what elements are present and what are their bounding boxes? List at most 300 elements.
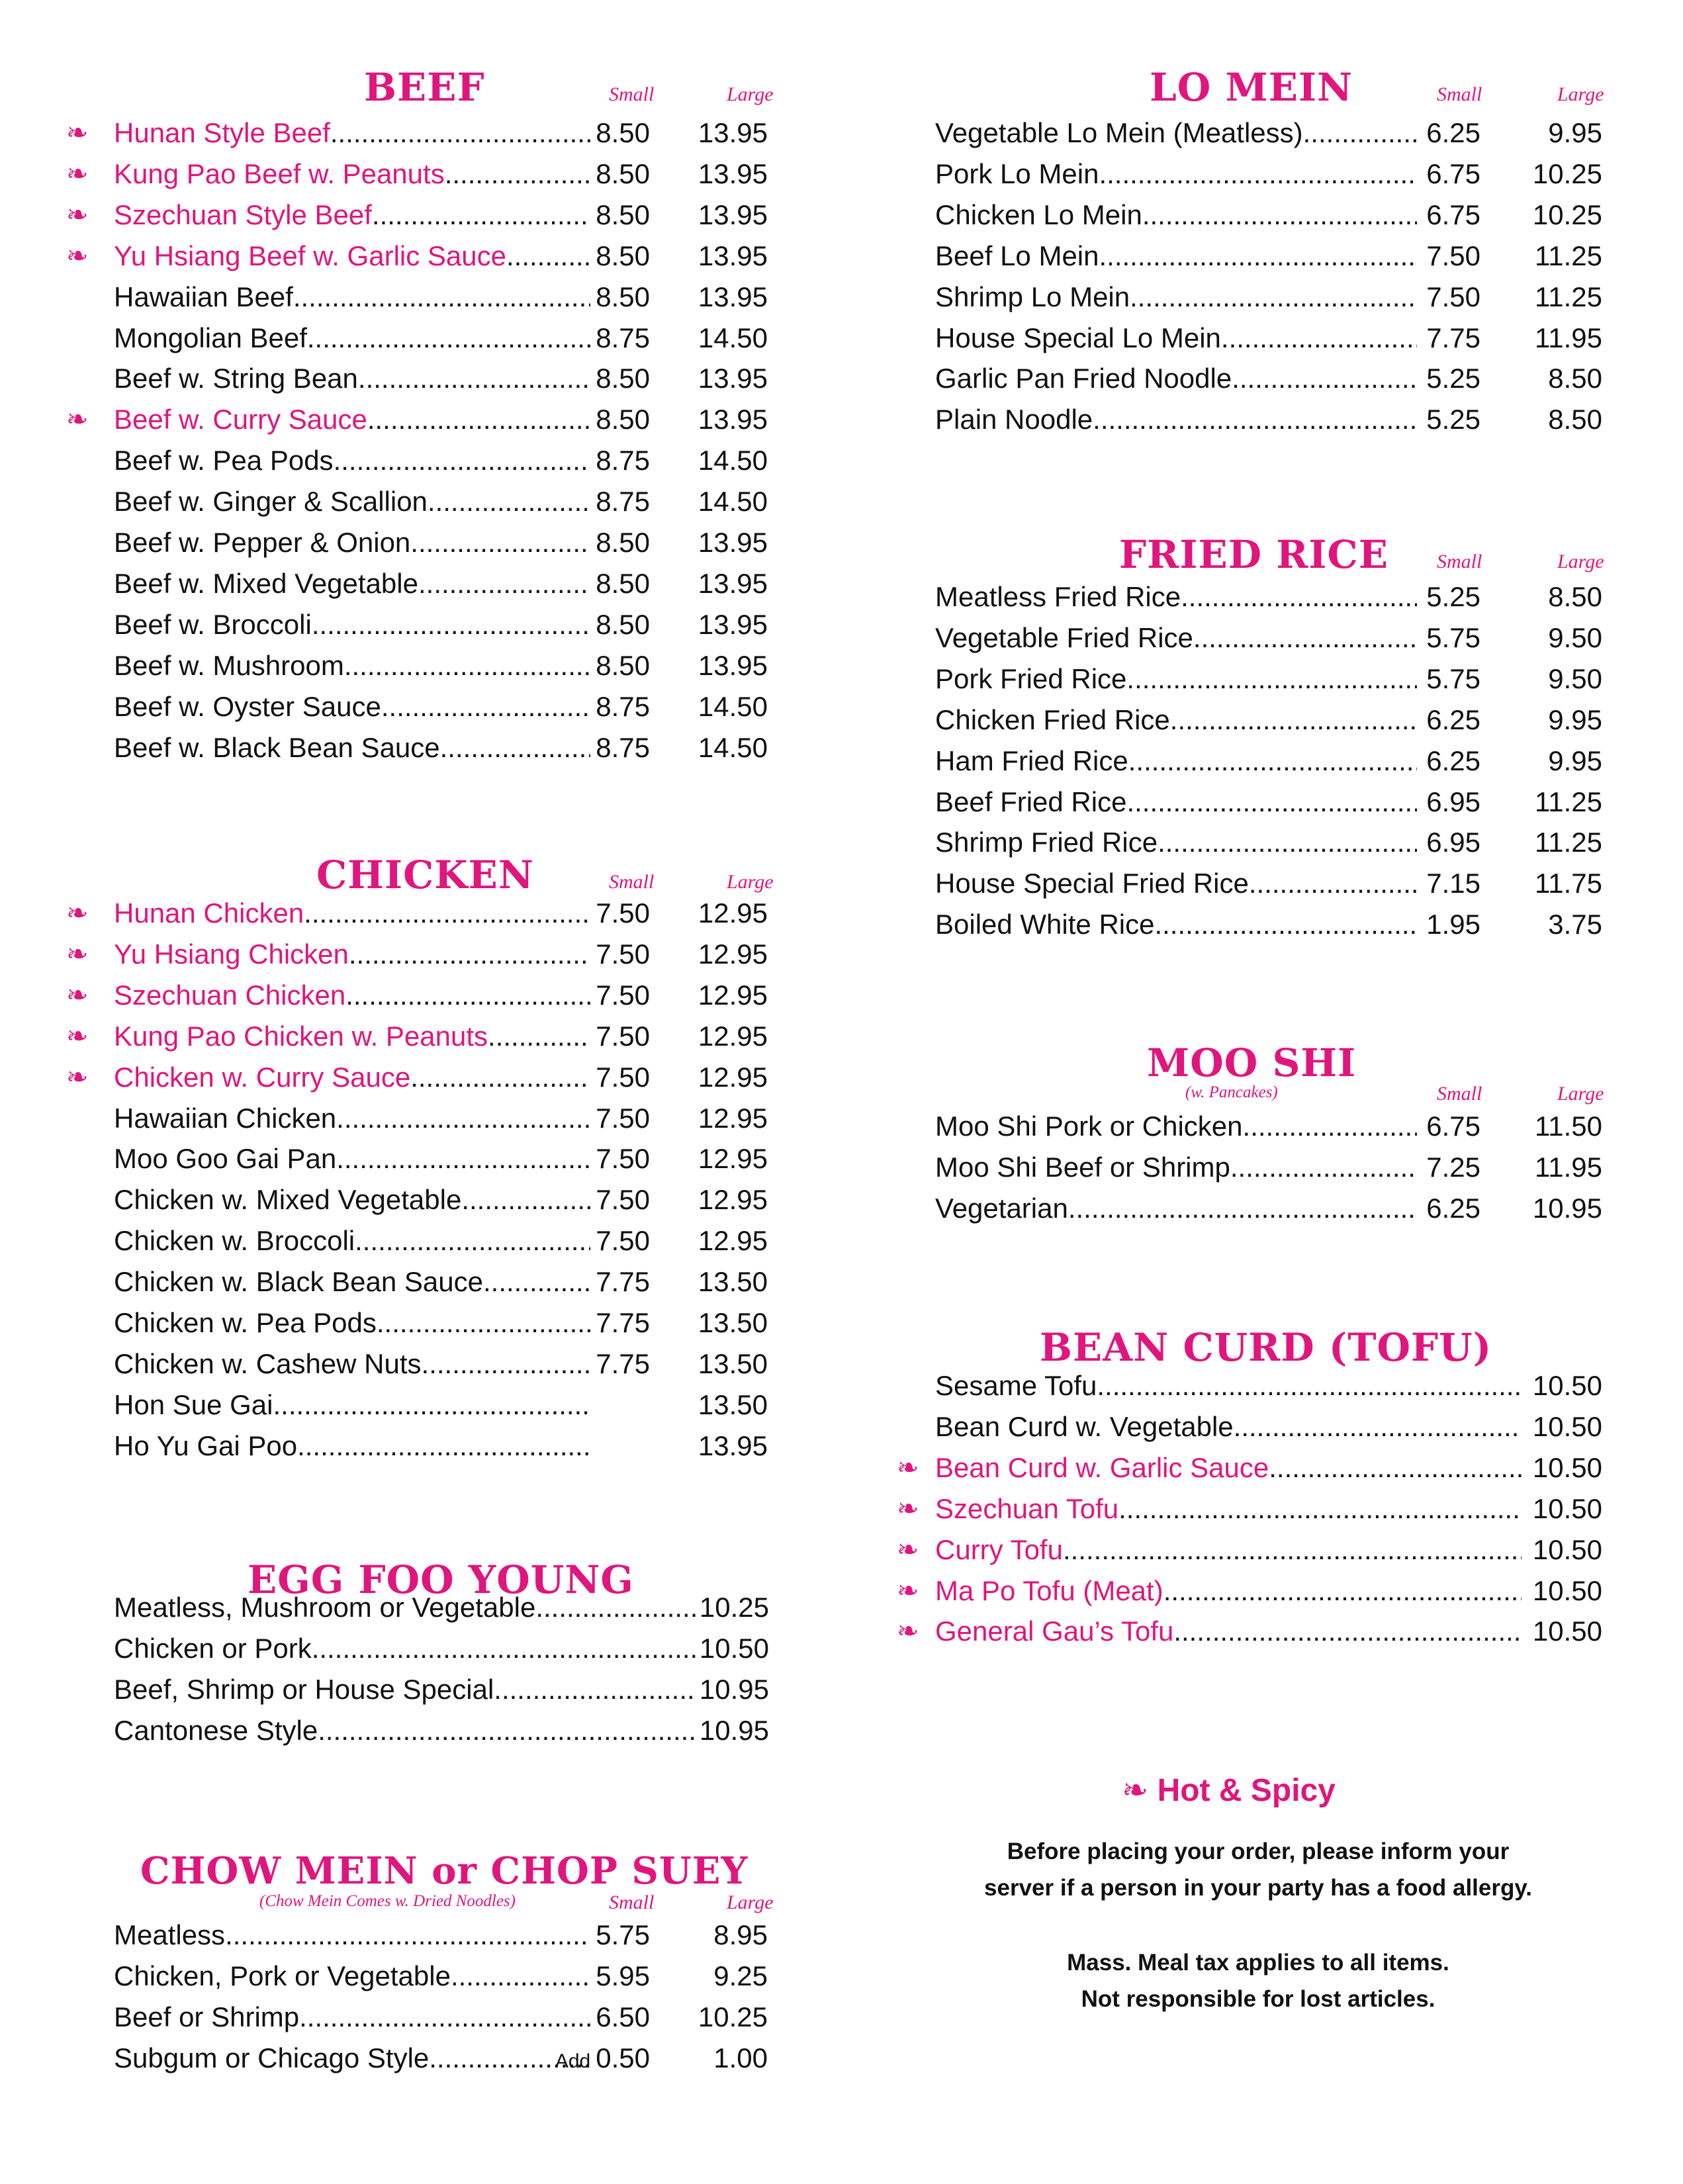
dot-leader bbox=[1154, 904, 1417, 945]
item-name-text: House Special Lo Mein bbox=[935, 322, 1221, 353]
item-price-small: 6.25 bbox=[1426, 117, 1480, 148]
item-name bbox=[935, 1147, 1417, 1188]
item-name bbox=[114, 1343, 590, 1385]
dot-leader bbox=[1173, 1611, 1522, 1652]
item-price: 10.50 bbox=[699, 1632, 769, 1664]
dot-leader bbox=[1181, 576, 1417, 617]
lo-mein-item bbox=[841, 236, 1683, 277]
chow-mein-small-header: Small bbox=[609, 1891, 655, 1913]
item-price-small: 7.50 bbox=[596, 1102, 650, 1134]
item-price-small: 7.50 bbox=[596, 1061, 650, 1093]
lo-mein-large-header: Large bbox=[1557, 83, 1604, 105]
item-name bbox=[935, 782, 1417, 823]
item-name-text: Yu Hsiang Chicken bbox=[114, 938, 349, 970]
chow-mein-item bbox=[0, 1915, 841, 1956]
moo-shi-item bbox=[841, 1106, 1683, 1147]
item-price-large: 13.50 bbox=[698, 1388, 768, 1420]
item-name-text: Chicken w. Cashew Nuts bbox=[114, 1347, 422, 1379]
item-price-large: 10.95 bbox=[1532, 1192, 1602, 1224]
chicken-title: CHICKEN bbox=[316, 852, 534, 897]
item-price-large: 12.95 bbox=[698, 1061, 768, 1093]
item-name bbox=[935, 1406, 1522, 1447]
chicken-item bbox=[0, 1261, 841, 1302]
item-price-large: 10.25 bbox=[1532, 158, 1602, 189]
dot-leader bbox=[1243, 1106, 1417, 1147]
item-price-large: 14.50 bbox=[698, 445, 768, 477]
item-name-text: Bean Curd w. Garlic Sauce bbox=[935, 1451, 1269, 1483]
spicy-icon: ❧ bbox=[66, 899, 89, 928]
item-price: 10.25 bbox=[699, 1592, 769, 1623]
item-name bbox=[935, 1188, 1417, 1229]
spicy-icon: ❧ bbox=[66, 1062, 89, 1092]
item-name bbox=[114, 1138, 590, 1179]
item-price-large: 11.25 bbox=[1535, 240, 1602, 271]
tofu-item bbox=[841, 1365, 1683, 1406]
dot-leader bbox=[336, 1138, 590, 1179]
item-price-large: 11.50 bbox=[1535, 1111, 1602, 1142]
item-price: 10.50 bbox=[1532, 1451, 1602, 1483]
item-price-large: 14.50 bbox=[698, 731, 768, 763]
chicken-item bbox=[0, 1343, 841, 1385]
beef-item bbox=[0, 399, 841, 440]
item-price-small: 8.50 bbox=[596, 281, 650, 312]
moo-shi-item bbox=[841, 1147, 1683, 1188]
beef-item bbox=[0, 358, 841, 399]
item-price-large: 10.25 bbox=[1532, 199, 1602, 230]
item-price-small: 7.50 bbox=[596, 1143, 650, 1175]
item-price-large: 13.95 bbox=[698, 649, 768, 681]
spicy-icon: ❧ bbox=[66, 939, 89, 969]
fried-rice-item bbox=[841, 904, 1683, 945]
item-price-large: 14.50 bbox=[698, 690, 768, 722]
dot-leader bbox=[355, 1220, 590, 1261]
item-price-small: 7.50 bbox=[596, 1225, 650, 1257]
item-name bbox=[114, 195, 590, 236]
item-name-text: Hawaiian Beef bbox=[114, 281, 293, 312]
item-price-large: 8.95 bbox=[713, 1919, 768, 1950]
item-price-small: 7.75 bbox=[596, 1266, 650, 1298]
chicken-large-header: Large bbox=[727, 871, 774, 893]
spicy-icon: ❧ bbox=[66, 200, 89, 230]
dot-leader bbox=[1126, 782, 1417, 823]
item-price: 10.50 bbox=[1532, 1574, 1602, 1606]
item-name bbox=[114, 481, 590, 522]
item-name-text: Beef, Shrimp or House Special bbox=[114, 1673, 494, 1705]
chicken-item bbox=[0, 975, 841, 1016]
egg-foo-young-item bbox=[0, 1628, 841, 1669]
allergy-note bbox=[894, 1833, 1622, 1906]
dot-leader bbox=[367, 399, 590, 440]
item-price-small: 8.75 bbox=[596, 690, 650, 722]
item-price-large: 13.95 bbox=[698, 608, 768, 640]
item-price-large: 9.50 bbox=[1548, 621, 1602, 653]
item-price-large: 13.95 bbox=[698, 363, 768, 394]
item-name bbox=[114, 1669, 696, 1710]
item-name bbox=[935, 904, 1417, 945]
item-name bbox=[114, 318, 590, 359]
chicken-item bbox=[0, 1057, 841, 1098]
item-price-small: 8.50 bbox=[596, 158, 650, 189]
item-name bbox=[114, 1628, 696, 1669]
chicken-item bbox=[0, 1426, 841, 1467]
beef-item bbox=[0, 563, 841, 604]
spicy-icon: ❧ bbox=[66, 1021, 89, 1051]
item-name bbox=[114, 934, 590, 975]
spicy-icon: ❧ bbox=[66, 241, 89, 271]
lo-mein-item bbox=[841, 113, 1683, 154]
dot-leader bbox=[451, 1956, 590, 1997]
dot-leader bbox=[299, 1997, 590, 2038]
item-name-text: Hawaiian Chicken bbox=[114, 1102, 337, 1134]
item-name-text: Hon Sue Gai bbox=[114, 1388, 273, 1420]
beef-item bbox=[0, 318, 841, 359]
tax-line-1: Mass. Meal tax applies to all items. bbox=[1067, 1950, 1449, 1976]
item-price-small: 7.50 bbox=[596, 1184, 650, 1216]
item-name-text: Beef w. Oyster Sauce bbox=[114, 690, 381, 722]
chicken-item bbox=[0, 1098, 841, 1139]
item-price-small: 7.50 bbox=[596, 1020, 650, 1052]
dot-leader bbox=[307, 318, 590, 359]
dot-leader bbox=[336, 1098, 590, 1139]
item-name-text: Chicken w. Black Bean Sauce bbox=[114, 1266, 483, 1298]
item-name bbox=[114, 1261, 590, 1302]
item-price-large: 13.95 bbox=[698, 404, 768, 435]
item-name bbox=[114, 399, 590, 440]
item-name bbox=[935, 1365, 1522, 1406]
item-price-small: 5.25 bbox=[1426, 363, 1480, 394]
lo-mein-item bbox=[841, 358, 1683, 399]
item-name-text: Plain Noodle bbox=[935, 404, 1093, 435]
item-price-small: 8.50 bbox=[596, 117, 650, 148]
item-name-text: Ma Po Tofu (Meat) bbox=[935, 1574, 1163, 1606]
dot-leader bbox=[377, 1302, 590, 1343]
beef-item bbox=[0, 236, 841, 277]
item-price-small: 7.50 bbox=[596, 938, 650, 970]
item-name-text: Beef or Shrimp bbox=[114, 2001, 300, 2032]
item-price-large: 13.95 bbox=[698, 117, 768, 148]
item-price-large: 13.95 bbox=[698, 199, 768, 230]
item-price-large: 13.95 bbox=[698, 240, 768, 271]
item-name bbox=[935, 1447, 1522, 1488]
item-price-large: 9.95 bbox=[1548, 745, 1602, 776]
item-name-text: Ham Fried Rice bbox=[935, 745, 1128, 776]
dot-leader bbox=[1099, 236, 1418, 277]
item-name-text: General Gau’s Tofu bbox=[935, 1615, 1174, 1647]
dot-leader bbox=[1128, 741, 1417, 782]
item-price-small: 6.75 bbox=[1426, 1111, 1480, 1142]
fried-rice-item bbox=[841, 822, 1683, 863]
tofu-title: BEAN CURD (TOFU) bbox=[1040, 1325, 1492, 1370]
item-name-text: Chicken w. Curry Sauce bbox=[114, 1061, 411, 1093]
egg-foo-young-item bbox=[0, 1669, 841, 1710]
item-name bbox=[935, 576, 1417, 617]
chicken-item bbox=[0, 1220, 841, 1261]
dot-leader bbox=[422, 1343, 590, 1385]
item-name bbox=[114, 604, 590, 645]
item-price-large: 14.50 bbox=[698, 486, 768, 518]
dot-leader bbox=[345, 975, 590, 1016]
tofu-item bbox=[841, 1529, 1683, 1570]
item-name bbox=[935, 318, 1417, 359]
item-name-text: Chicken w. Pea Pods bbox=[114, 1307, 377, 1338]
tofu-item bbox=[841, 1570, 1683, 1612]
item-name-text: Beef w. Mushroom bbox=[114, 649, 344, 681]
item-price-small: 5.25 bbox=[1426, 581, 1480, 612]
beef-item bbox=[0, 727, 841, 768]
item-name-text: Szechuan Chicken bbox=[114, 979, 346, 1011]
item-name-text: Beef w. Pea Pods bbox=[114, 445, 334, 477]
hot-spicy-legend bbox=[1122, 1771, 1336, 1811]
legend-text: Hot & Spicy bbox=[1157, 1773, 1336, 1808]
dot-leader bbox=[1163, 1570, 1522, 1612]
dot-leader bbox=[225, 1915, 590, 1956]
beef-item bbox=[0, 686, 841, 727]
item-name bbox=[935, 863, 1417, 904]
item-price: 10.95 bbox=[699, 1714, 769, 1746]
dot-leader bbox=[506, 236, 590, 277]
item-price-small: 5.95 bbox=[596, 1960, 650, 1991]
item-name bbox=[935, 358, 1417, 399]
item-name-text: Mongolian Beef bbox=[114, 322, 307, 353]
item-price-small: Add 0.50 bbox=[555, 2042, 650, 2073]
item-name-text: Meatless, Mushroom or Vegetable bbox=[114, 1592, 536, 1623]
item-price: 10.50 bbox=[1532, 1615, 1602, 1647]
fried-rice-item bbox=[841, 576, 1683, 617]
item-name-text: Hunan Style Beef bbox=[114, 117, 330, 148]
item-name-text: Vegetarian bbox=[935, 1192, 1068, 1224]
dot-leader bbox=[1249, 863, 1417, 904]
item-name-text: Yu Hsiang Beef w. Garlic Sauce bbox=[114, 240, 506, 271]
lo-mein-item bbox=[841, 318, 1683, 359]
item-price-large: 11.75 bbox=[1535, 868, 1602, 899]
item-price-small: 5.75 bbox=[596, 1919, 650, 1950]
dot-leader bbox=[1097, 1365, 1522, 1406]
item-price-small: 6.25 bbox=[1426, 1192, 1480, 1224]
item-name bbox=[114, 975, 590, 1016]
item-price-large: 8.50 bbox=[1548, 404, 1602, 435]
dot-leader bbox=[318, 1710, 696, 1751]
fried-rice-item bbox=[841, 700, 1683, 741]
dot-leader bbox=[372, 195, 590, 236]
item-price-small: 7.75 bbox=[596, 1307, 650, 1338]
chicken-item bbox=[0, 893, 841, 934]
item-name-text: Beef Fried Rice bbox=[935, 786, 1127, 817]
beef-item bbox=[0, 645, 841, 686]
item-price-small: 7.25 bbox=[1426, 1151, 1480, 1183]
item-name-text: Curry Tofu bbox=[935, 1533, 1063, 1565]
dot-leader bbox=[1170, 700, 1417, 741]
item-name bbox=[114, 1997, 590, 2038]
item-price-large: 9.95 bbox=[1548, 117, 1602, 148]
item-name-text: Beef Lo Mein bbox=[935, 240, 1099, 271]
lo-mein-item bbox=[841, 277, 1683, 318]
item-price-large: 13.95 bbox=[698, 527, 768, 558]
item-name-text: Bean Curd w. Vegetable bbox=[935, 1410, 1234, 1442]
chicken-item bbox=[0, 934, 841, 975]
item-name bbox=[935, 277, 1417, 318]
item-price-small: 5.75 bbox=[1426, 621, 1480, 653]
item-price-small: 6.50 bbox=[596, 2001, 650, 2032]
item-name bbox=[935, 154, 1417, 195]
spicy-icon: ❧ bbox=[66, 405, 89, 435]
item-price-large: 13.95 bbox=[698, 567, 768, 599]
item-name bbox=[114, 1426, 590, 1467]
item-name-text: Ho Yu Gai Poo bbox=[114, 1430, 298, 1461]
item-name bbox=[114, 1179, 590, 1220]
egg-foo-young-title: EGG FOO YOUNG bbox=[248, 1557, 634, 1602]
item-price-large: 12.95 bbox=[698, 1020, 768, 1052]
dot-leader bbox=[445, 154, 590, 195]
item-name bbox=[935, 236, 1417, 277]
item-name bbox=[114, 727, 590, 768]
item-name-text: Szechuan Tofu bbox=[935, 1492, 1119, 1524]
item-name bbox=[935, 659, 1417, 700]
dot-leader bbox=[304, 893, 590, 934]
chow-mein-subtitle: (Chow Mein Comes w. Dried Noodles) bbox=[259, 1892, 516, 1910]
item-price-small: 8.50 bbox=[596, 567, 650, 599]
chicken-item bbox=[0, 1302, 841, 1343]
item-price: 10.50 bbox=[1532, 1410, 1602, 1442]
item-name-text: Beef w. Curry Sauce bbox=[114, 404, 367, 435]
spicy-icon: ❧ bbox=[66, 159, 89, 189]
item-price-small: 6.25 bbox=[1426, 745, 1480, 776]
dot-leader bbox=[1063, 1529, 1522, 1570]
lo-mein-title: LO MEIN bbox=[1150, 65, 1353, 110]
allergy-line-2: server if a person in your party has a food allergy. bbox=[984, 1875, 1532, 1901]
spicy-icon: ❧ bbox=[897, 1494, 919, 1524]
item-price: 10.50 bbox=[1532, 1492, 1602, 1524]
item-name-text: Sesame Tofu bbox=[935, 1370, 1097, 1401]
item-price-large: 13.95 bbox=[698, 1430, 768, 1461]
item-name-text: Shrimp Fried Rice bbox=[935, 827, 1158, 858]
item-name-text: Meatless bbox=[114, 1919, 226, 1950]
chicken-item bbox=[0, 1016, 841, 1057]
dot-leader bbox=[410, 1057, 590, 1098]
lo-mein-item bbox=[841, 195, 1683, 236]
item-price-small: 1.95 bbox=[1426, 909, 1480, 940]
item-price-small: 7.75 bbox=[596, 1347, 650, 1379]
item-name-text: Beef w. Mixed Vegetable bbox=[114, 567, 418, 599]
fried-rice-large-header: Large bbox=[1557, 551, 1604, 572]
dot-leader bbox=[488, 1016, 590, 1057]
beef-item bbox=[0, 481, 841, 522]
item-name-text: Meatless Fried Rice bbox=[935, 581, 1181, 612]
item-price-small: 8.75 bbox=[596, 322, 650, 353]
item-name-text: Beef w. String Bean bbox=[114, 363, 358, 394]
item-name-text: Chicken, Pork or Vegetable bbox=[114, 1960, 451, 1991]
item-name bbox=[114, 1057, 590, 1098]
spicy-icon: ❧ bbox=[1122, 1773, 1149, 1808]
item-name bbox=[935, 741, 1417, 782]
item-name-text: Moo Shi Pork or Chicken bbox=[935, 1111, 1243, 1142]
item-name-text: Szechuan Style Beef bbox=[114, 199, 372, 230]
item-price-small: 8.50 bbox=[596, 404, 650, 435]
dot-leader bbox=[1142, 195, 1417, 236]
moo-shi-large-header: Large bbox=[1557, 1083, 1604, 1105]
item-name bbox=[935, 399, 1417, 440]
item-name bbox=[935, 617, 1417, 659]
chow-mein-item bbox=[0, 2038, 841, 2079]
dot-leader bbox=[1269, 1447, 1522, 1488]
item-name bbox=[935, 1106, 1417, 1147]
chicken-item bbox=[0, 1179, 841, 1220]
item-name bbox=[935, 700, 1417, 741]
item-name bbox=[114, 2038, 590, 2079]
item-name-text: Hunan Chicken bbox=[114, 897, 304, 929]
item-name bbox=[935, 1488, 1522, 1529]
spicy-icon: ❧ bbox=[66, 118, 89, 148]
item-price-large: 9.25 bbox=[713, 1960, 768, 1991]
item-name-text: Subgum or Chicago Style bbox=[114, 2042, 430, 2073]
dot-leader bbox=[1193, 617, 1417, 659]
item-name bbox=[114, 154, 590, 195]
spicy-icon: ❧ bbox=[897, 1576, 919, 1606]
item-price-small: 8.50 bbox=[596, 363, 650, 394]
item-name bbox=[114, 277, 590, 318]
tofu-item bbox=[841, 1406, 1683, 1447]
item-name bbox=[114, 1016, 590, 1057]
item-price-large: 12.95 bbox=[698, 1225, 768, 1257]
item-name-text: Chicken w. Broccoli bbox=[114, 1225, 355, 1257]
moo-shi-subtitle: (w. Pancakes) bbox=[1185, 1083, 1278, 1101]
dot-leader bbox=[1230, 1147, 1417, 1188]
item-price-large: 11.95 bbox=[1535, 322, 1602, 353]
fried-rice-item bbox=[841, 617, 1683, 659]
item-name-text: Moo Shi Beef or Shrimp bbox=[935, 1151, 1230, 1183]
item-price-large: 12.95 bbox=[698, 1102, 768, 1134]
dot-leader bbox=[1234, 1406, 1522, 1447]
dot-leader bbox=[1158, 822, 1417, 863]
item-name bbox=[114, 440, 590, 481]
dot-leader bbox=[1118, 1488, 1522, 1529]
chow-mein-item bbox=[0, 1956, 841, 1997]
fried-rice-item bbox=[841, 659, 1683, 700]
moo-shi-title: MOO SHI bbox=[1147, 1040, 1357, 1085]
lo-mein-item bbox=[841, 154, 1683, 195]
chicken-item bbox=[0, 1385, 841, 1426]
item-price-small: 7.50 bbox=[1426, 281, 1480, 312]
dot-leader bbox=[381, 686, 590, 727]
item-price-small: 8.75 bbox=[596, 486, 650, 518]
dot-leader bbox=[1099, 154, 1417, 195]
item-name bbox=[114, 686, 590, 727]
chow-mein-item bbox=[0, 1997, 841, 2038]
item-price: 10.95 bbox=[699, 1673, 769, 1705]
item-price-small: 8.50 bbox=[596, 199, 650, 230]
dot-leader bbox=[1303, 113, 1417, 154]
moo-shi-small-header: Small bbox=[1437, 1083, 1482, 1105]
chicken-item bbox=[0, 1138, 841, 1179]
chow-mein-large-header: Large bbox=[727, 1891, 774, 1913]
dot-leader bbox=[312, 1628, 696, 1669]
item-price-large: 11.95 bbox=[1535, 1151, 1602, 1183]
item-name-text: House Special Fried Rice bbox=[935, 868, 1249, 899]
item-price-small: 8.50 bbox=[596, 608, 650, 640]
item-name bbox=[114, 1956, 590, 1997]
item-price-large: 1.00 bbox=[713, 2042, 768, 2073]
dot-leader bbox=[273, 1385, 590, 1426]
item-name bbox=[114, 1302, 590, 1343]
dot-leader bbox=[330, 113, 590, 154]
item-name-text: Garlic Pan Fried Noodle bbox=[935, 363, 1232, 394]
item-price-small: 7.50 bbox=[596, 979, 650, 1011]
item-price-large: 10.25 bbox=[698, 2001, 768, 2032]
item-name-text: Cantonese Style bbox=[114, 1714, 318, 1746]
dot-leader bbox=[334, 440, 590, 481]
item-name-text: Chicken or Pork bbox=[114, 1632, 312, 1664]
beef-title: BEEF bbox=[364, 65, 485, 110]
item-name bbox=[114, 645, 590, 686]
